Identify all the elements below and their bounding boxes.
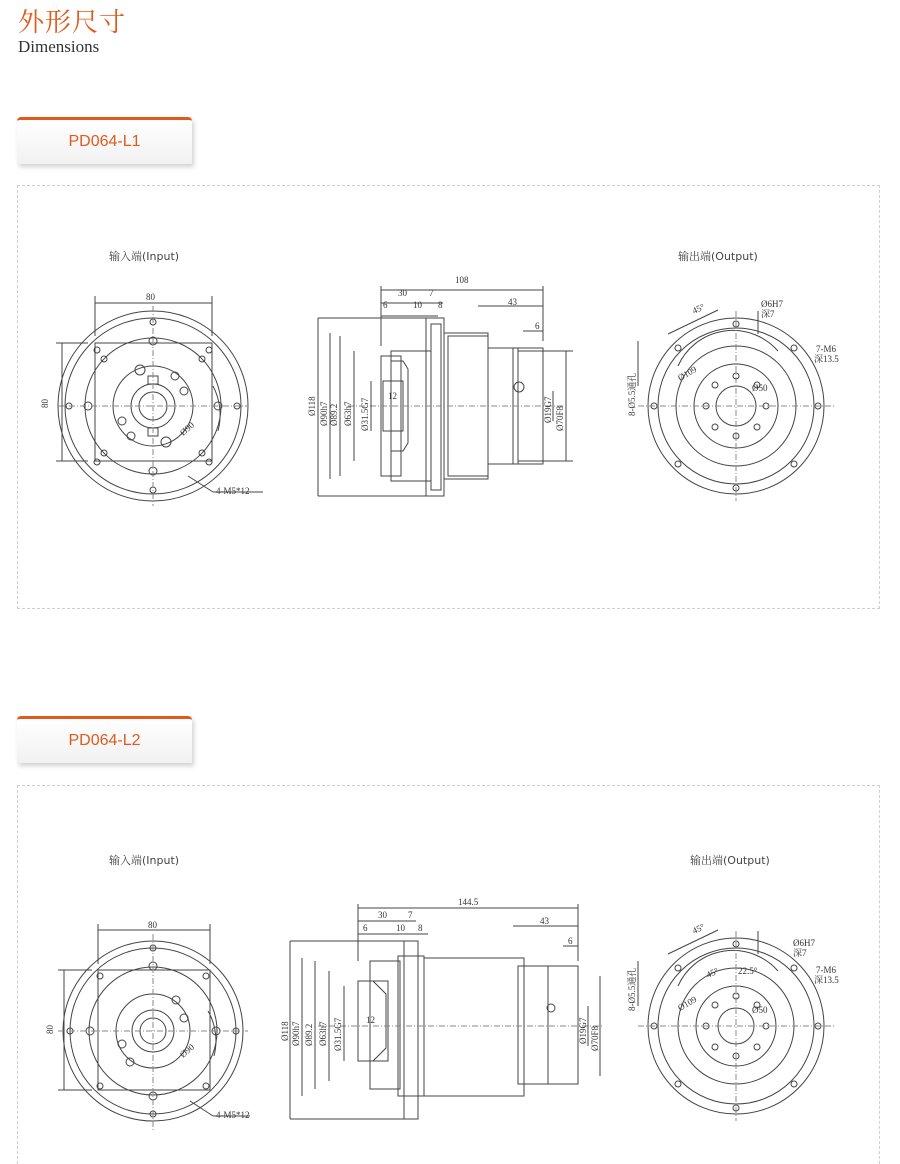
drawing-panel-l1 (17, 185, 880, 609)
dia-19g7: Ø19G7 (543, 396, 553, 423)
angle-45-inner: 45° (704, 965, 721, 980)
key-12: 12 (366, 1015, 375, 1025)
output-end-view (638, 310, 834, 501)
holes-depth: 深13.5 (814, 354, 839, 364)
pin-depth: 深7 (761, 309, 775, 319)
dim-30: 30 (398, 288, 407, 298)
dim-6b: 6 (535, 321, 540, 331)
dim-6: 6 (363, 923, 368, 933)
input-end-view (58, 924, 250, 1131)
side-section-view (318, 286, 573, 496)
dim-30: 30 (378, 910, 387, 920)
tab-pd064-l2[interactable] (17, 716, 192, 763)
output-view-label: 输出端(Output) (678, 250, 758, 263)
pcd-109: Ø109 (676, 994, 699, 1013)
input-view-label: 输入端(Input) (109, 250, 180, 263)
dim-square: 80 (146, 292, 155, 302)
dim-7: 7 (408, 910, 413, 920)
pin-note: Ø6H7 (761, 299, 783, 309)
page-subtitle: Dimensions (18, 37, 100, 56)
technical-drawing-l2 (18, 786, 879, 1164)
technical-drawing-l1 (18, 186, 879, 608)
dia-118: Ø118 (280, 1021, 290, 1041)
dim-total: 144.5 (458, 897, 479, 907)
pcd-note: Ø90 (177, 1041, 197, 1060)
dim-6b: 6 (568, 936, 573, 946)
dim-10: 10 (396, 923, 405, 933)
page-title: 外形尺寸 (18, 8, 127, 38)
angle-22: 22.5° (738, 966, 758, 976)
side-section-view (290, 904, 603, 1119)
pcd-109: Ø109 (676, 364, 699, 383)
dim-total: 108 (455, 275, 469, 285)
key-12: 12 (388, 391, 397, 401)
dia-89: Ø89.2 (329, 403, 339, 426)
dia-31: Ø31.5G7 (333, 1017, 343, 1051)
dia-70f8: Ø70F8 (555, 405, 565, 431)
bolt-note: 4-M5*12 (216, 486, 250, 496)
dia-70f8: Ø70F8 (590, 1025, 600, 1051)
dia-118: Ø118 (307, 396, 317, 416)
dia-63h7: Ø63h7 (343, 401, 353, 426)
dia-63h7: Ø63h7 (318, 1021, 328, 1046)
dim-side: 80 (40, 399, 50, 408)
holes-depth: 深13.5 (814, 975, 839, 985)
drawing-panel-l2 (17, 785, 880, 1164)
thru-holes: 8-Ø5.5通孔 (627, 967, 637, 1011)
dia-90h7: Ø90h7 (319, 401, 329, 426)
dim-43: 43 (508, 297, 517, 307)
dim-10: 10 (413, 300, 422, 310)
dia-89: Ø89.2 (304, 1023, 314, 1046)
holes-note: 7-M6 (816, 965, 836, 975)
dim-43: 43 (540, 916, 549, 926)
pin-note: Ø6H7 (793, 938, 815, 948)
dim-square: 80 (148, 920, 157, 930)
dia-90h7: Ø90h7 (291, 1021, 301, 1046)
pcd-50: Ø50 (752, 383, 768, 393)
dim-8: 8 (418, 923, 423, 933)
output-view-label: 输出端(Output) (690, 854, 770, 867)
input-view-label: 输入端(Input) (109, 854, 180, 867)
dia-31: Ø31.5G7 (360, 397, 370, 431)
pin-depth: 深7 (793, 948, 807, 958)
output-end-view (638, 930, 834, 1121)
pcd-note: Ø90 (177, 419, 197, 438)
angle-45: 45° (690, 301, 707, 316)
tab-pd064-l1[interactable] (17, 117, 192, 164)
dim-6: 6 (383, 300, 388, 310)
bolt-note: 4-M5*12 (216, 1110, 250, 1120)
dim-side: 80 (45, 1025, 55, 1034)
dia-19g7: Ø19G7 (578, 1017, 588, 1044)
dim-8: 8 (438, 300, 443, 310)
tab-label: PD064-L1 (68, 133, 141, 150)
tab-label: PD064-L2 (68, 732, 141, 749)
pcd-50: Ø50 (752, 1005, 768, 1015)
thru-holes: 8-Ø5.5通孔 (627, 372, 637, 416)
dim-7: 7 (429, 288, 434, 298)
angle-45: 45° (690, 921, 707, 936)
input-end-view (56, 296, 263, 506)
holes-note: 7-M6 (816, 344, 836, 354)
